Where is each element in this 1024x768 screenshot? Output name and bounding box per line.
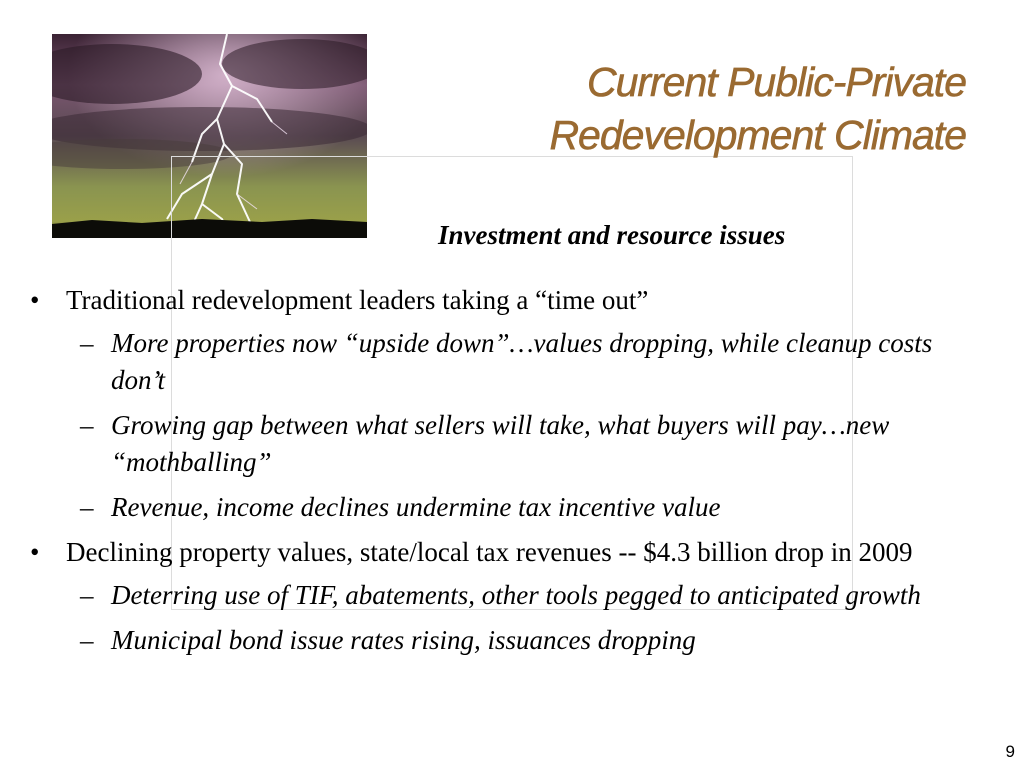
slide-subtitle: Investment and resource issues	[438, 220, 786, 250]
page-number: 9	[1005, 742, 1015, 761]
bullet-marker: •	[30, 285, 40, 315]
sub-bullet-item	[0, 577, 1024, 614]
dash-marker: –	[80, 328, 94, 358]
title-line-2: Redevelopment Climate	[549, 112, 966, 158]
bullet-item	[0, 534, 1024, 571]
sub-bullet-text: Growing gap between what sellers will take, what buyers will pay…new “mothballing”	[111, 410, 890, 477]
sub-bullet-item	[0, 407, 1024, 481]
sub-bullet-item	[0, 622, 1024, 659]
dash-marker: –	[80, 580, 94, 610]
dash-marker: –	[80, 492, 94, 522]
sub-bullet-text: Revenue, income declines undermine tax incentive value	[111, 492, 721, 522]
sub-bullet-item	[0, 489, 1024, 526]
sub-bullet-text: More properties now “upside down”…values dropping, while cleanup costs don’t	[111, 328, 933, 395]
title-line-1: Current Public-Private	[586, 59, 966, 105]
sub-bullet-text: Municipal bond issue rates rising, issuances dropping	[111, 625, 696, 655]
bullet-item	[0, 282, 1024, 319]
bullet-text: Traditional redevelopment leaders taking a “time out”	[66, 285, 649, 315]
bullet-list	[0, 282, 1024, 667]
bullet-marker: •	[30, 537, 40, 567]
dash-marker: –	[80, 410, 94, 440]
sub-bullet-text: Deterring use of TIF, abatements, other tools pegged to anticipated growth	[111, 580, 921, 610]
dash-marker: –	[80, 625, 94, 655]
sub-bullet-item	[0, 325, 1024, 399]
slide-title	[549, 56, 966, 162]
bullet-text: Declining property values, state/local tax revenues -- $4.3 billion drop in 2009	[66, 537, 913, 567]
